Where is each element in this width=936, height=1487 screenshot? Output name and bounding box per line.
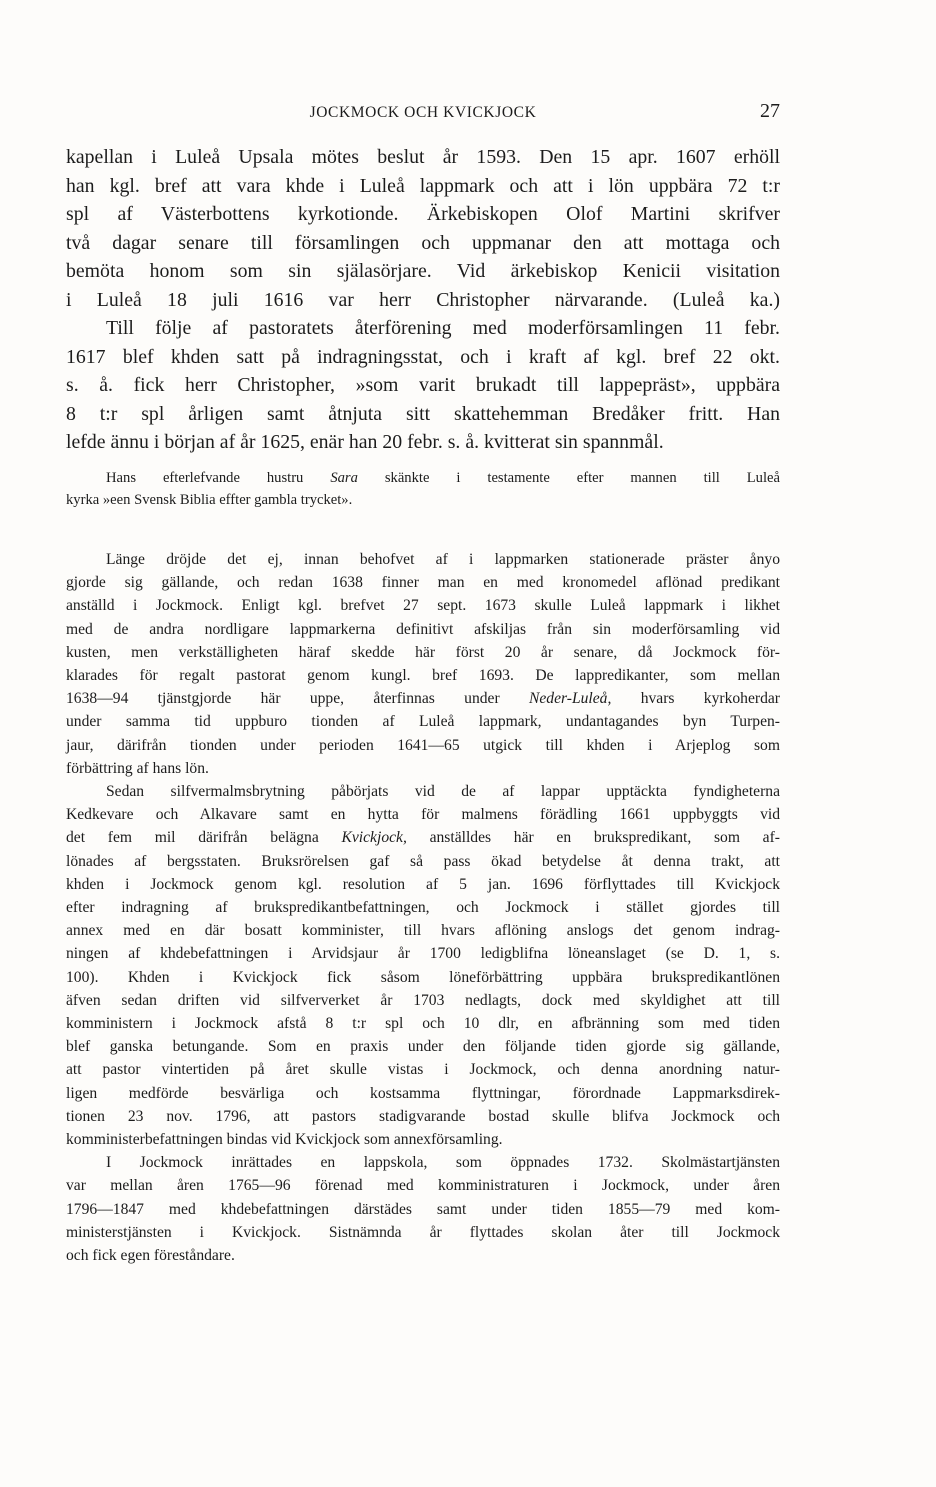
- text-line: efter indragning af brukspredikantbefattningen, och Jockmock i stället gjordes till: [66, 899, 780, 917]
- text-line: annex med en där bosatt komminister, till hvars aflöning anslogs det genom indrag-: [66, 922, 780, 940]
- text-line: [66, 826, 780, 849]
- text-line: i Luleå 18 juli 1616 var herr Christopher närvarande. (Luleå ka.): [66, 288, 780, 311]
- page-number: 27: [760, 100, 780, 122]
- text-line: ligen medförde besvärliga och kostsamma flyttningar, förordnade Lappmarksdirek-: [66, 1084, 780, 1102]
- text-line: gjorde sig gällande, och redan 1638 finner man en med kronomedel aflönad predikant: [66, 574, 780, 592]
- note-paragraph: [66, 467, 780, 511]
- text-line: s. å. fick herr Christopher, »som varit brukadt till lappepräst», uppbära: [66, 374, 780, 396]
- text-line: och fick egen föreståndare.: [66, 1247, 235, 1265]
- text-line: Kedkevare och Alkavare samt en hytta för malmens förädling 1661 uppbyggts vid: [66, 806, 780, 824]
- text-line: I Jockmock inrättades en lappskola, som öppnades 1732. Skolmästartjänsten: [106, 1154, 780, 1172]
- text-line: förbättring af hans lön.: [66, 759, 209, 777]
- text-line: [66, 687, 780, 710]
- text-fragment: det fem mil därifrån belägna: [66, 829, 342, 847]
- text-line: under samma tid uppburo tionden af Luleå lappmark, undantagandes byn Turpen-: [66, 713, 780, 731]
- text-line: bemöta honom som sin själasörjare. Vid ärkebiskop Kenicii visitation: [66, 260, 780, 282]
- text-line: att pastor vintertiden på året skulle vistas i Jockmock, och denna anordning natur-: [66, 1061, 780, 1079]
- text-line: komministerbefattningen bindas vid Kvickjock som annexförsamling.: [66, 1131, 503, 1149]
- main-text: [66, 548, 780, 1267]
- text-line: klarades för regalt pastorat genom kungl. bref 1693. De lappredikanter, som mellan: [66, 667, 780, 685]
- italic-name: Sara: [330, 470, 358, 486]
- text-line: ministerstjänsten i Kvickjock. Sistnämnda år flyttades skolan åter till Jockmock: [66, 1223, 780, 1241]
- text-line: ningen af khdebefattningen i Arvidsjaur år 1700 ledigblifna löneanslaget (se D. 1, s.: [66, 945, 780, 963]
- text-line: kusten, men verkställigheten häraf skedde här först 20 år senare, då Jockmock för-: [66, 643, 780, 661]
- text-line: blef ganska betungande. Som en praxis under den följande tiden gjorde sig gällande,: [66, 1038, 780, 1056]
- text-fragment: skänkte i testamente efter mannen till Luleå: [357, 470, 780, 486]
- text-line: Sedan silfvermalmsbrytning påbörjats vid de af lappar upptäckta fyndigheterna: [106, 783, 780, 801]
- text-line: lefde ännu i början af år 1625, enär han 20 febr. s. å. kvitterat sin spannmål.: [66, 431, 664, 453]
- text-line: lönades af bergsstaten. Bruksrörelsen gaf så pass ökad betydelse åt denna trakt, att: [66, 852, 780, 870]
- running-head: [66, 100, 780, 130]
- paragraph-3: [66, 1151, 780, 1267]
- text-line: khden i Jockmock genom kgl. resolution af 5 jan. 1696 förflyttades till Kvickjock: [66, 875, 780, 893]
- text-line: anställd i Jockmock. Enligt kgl. brefvet 27 sept. 1673 skulle Luleå lappmark i likhet: [66, 597, 780, 615]
- text-line: 1796—1847 med khdebefattningen därstädes samt under tiden 1855—79 med kom-: [66, 1200, 780, 1218]
- paragraph-2: [66, 780, 780, 1151]
- text-line: spl af Västerbottens kyrkotionde. Ärkebiskopen Olof Martini skrifver: [66, 203, 780, 225]
- text-line: 1617 blef khden satt på indragningsstat, och i kraft af kgl. bref 22 okt.: [66, 345, 780, 368]
- italic-place: Kvickjock,: [341, 829, 407, 847]
- text-fragment: hvars kyrkoherdar: [611, 690, 780, 708]
- text-line: med de andra nordligare lappmarkerna definitivt afskiljas från sin moderförsamling vid: [66, 620, 780, 638]
- text-line: [66, 467, 780, 489]
- text-line: kyrka »een Svensk Biblia effter gambla trycket».: [66, 492, 353, 508]
- text-line: 8 t:r spl årligen samt åtnjuta sitt skattehemman Bredåker fritt. Han: [66, 402, 780, 425]
- text-line: Till följe af pastoratets återförening med moderförsamlingen 11 febr.: [106, 317, 780, 339]
- text-line: han kgl. bref att vara khde i Luleå lappmark och att i lön uppbära 72 t:r: [66, 174, 780, 197]
- text-fragment: 1638—94 tjänstgjorde här uppe, återfinnas under: [66, 690, 529, 708]
- text-fragment: Hans efterlefvande hustru: [106, 470, 331, 486]
- large-paragraph: [66, 143, 780, 457]
- text-line: var mellan åren 1765—96 förenad med komministraturen i Jockmock, under åren: [66, 1177, 780, 1195]
- text-line: 100). Khden i Kvickjock fick såsom lönеförbättring uppbära brukspredikantlönen: [66, 968, 780, 986]
- text-line: Länge dröjde det ej, innan behofvet af i lappmarken stationerade präster ånyo: [106, 551, 780, 568]
- paragraph-1: [66, 548, 780, 780]
- text-fragment: anställdes här en brukspredikant, som af-: [406, 829, 780, 847]
- running-title: JOCKMOCK OCH KVICKJOCK: [309, 104, 537, 121]
- text-line: tionen 23 nov. 1796, att pastors stadigvarande bostad skulle blifva Jockmock och: [66, 1107, 780, 1125]
- text-line: jaur, därifrån tionden under perioden 1641—65 utgick till khden i Arjeplog som: [66, 736, 780, 754]
- text-line: komministern i Jockmock afstå 8 t:r spl och 10 dlr, en afbränning som med tiden: [66, 1015, 780, 1033]
- text-line: två dagar senare till församlingen och uppmanar den att mottaga och: [66, 231, 780, 254]
- text-line: kapellan i Luleå Upsala mötes beslut år 1593. Den 15 apr. 1607 erhöll: [66, 146, 780, 168]
- italic-place: Neder-Luleå,: [528, 690, 612, 708]
- text-line: äfven sedan driften vid silfververket år 1703 nedlagts, dock med skyldighet att till: [66, 991, 780, 1009]
